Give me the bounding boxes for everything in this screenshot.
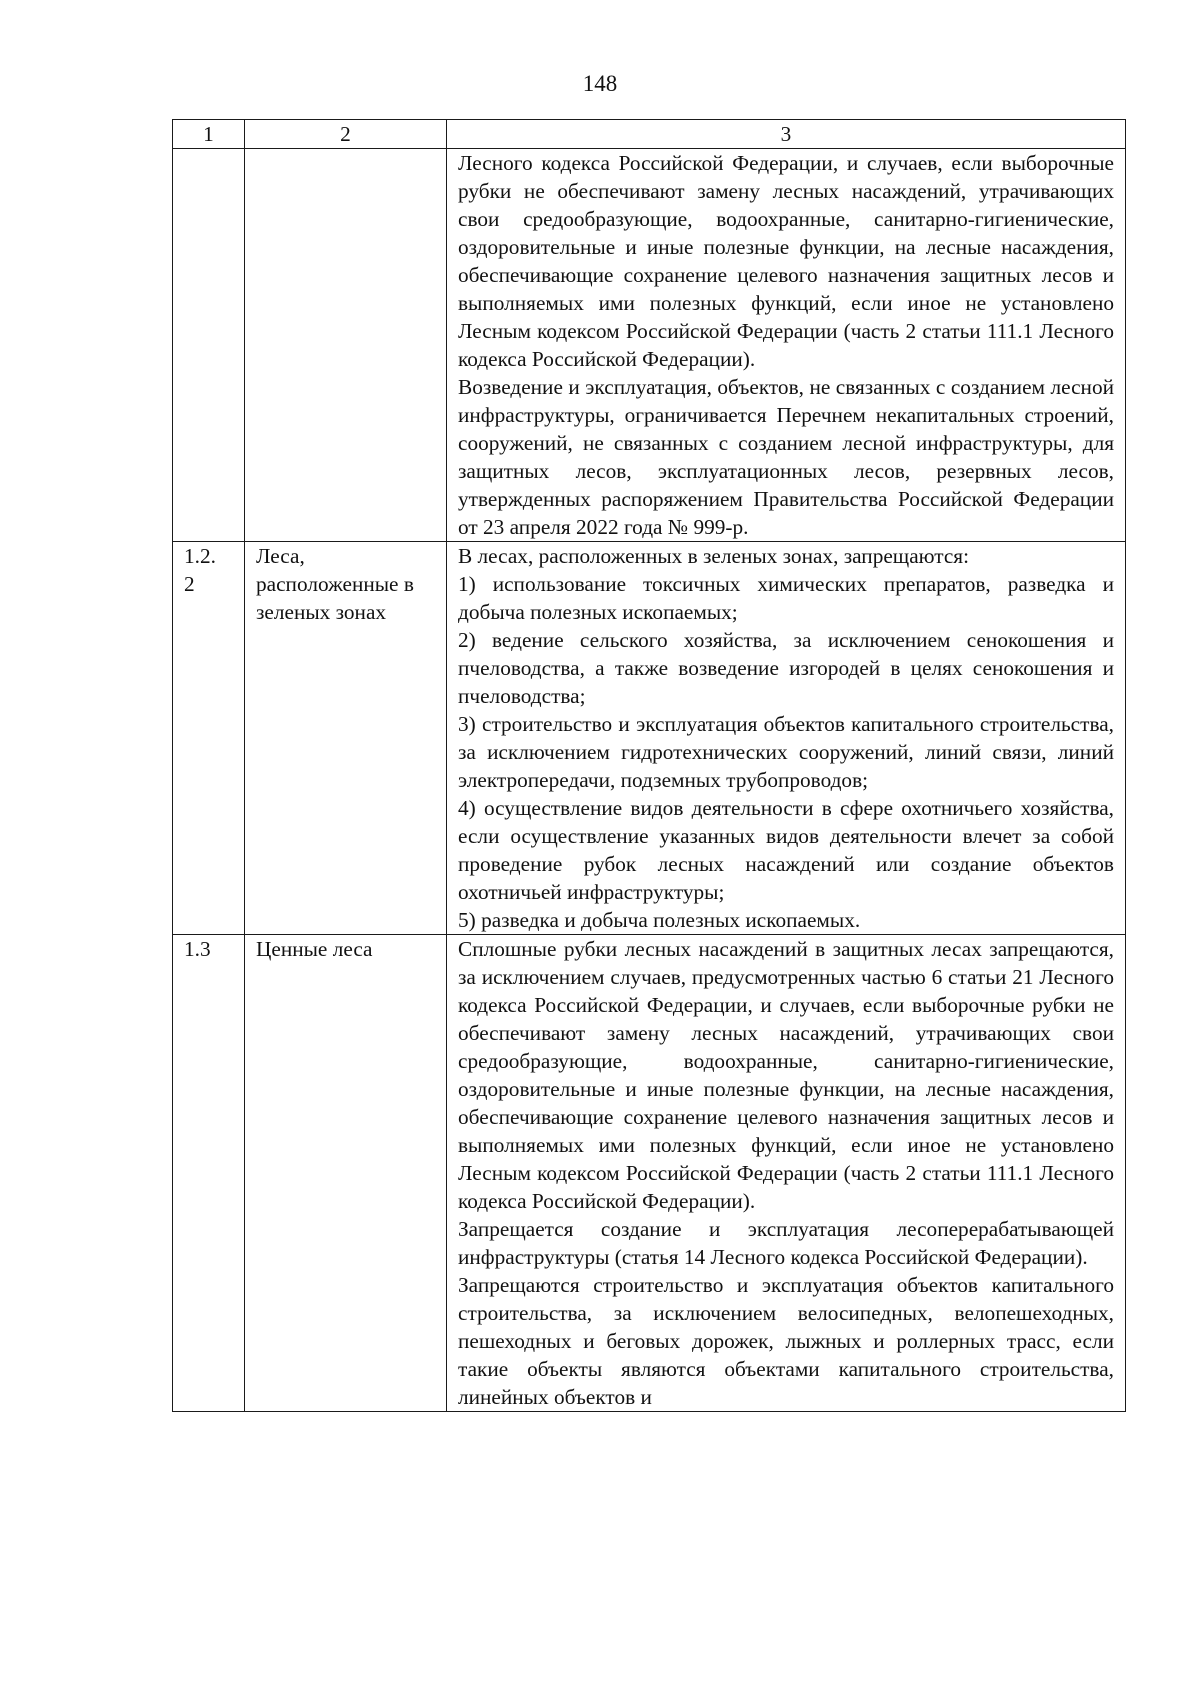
- restrictions-cell: [447, 149, 1126, 542]
- table-row-green-zones: [173, 542, 1126, 935]
- restriction-paragraph: Запрещаются строительство и эксплуатация объектов капитального строительства, за исключением велосипедных, велопешеходных, пешеходных и беговых дорожек, лыжных и роллерных трасс, если такие объекты являются объектами капитального строительства, линейных объектов и: [458, 1273, 1114, 1409]
- forest-category-cell: Ценные леса: [245, 935, 447, 1412]
- header-cell-1: 1: [173, 120, 245, 149]
- restriction-paragraph: 4) осуществление видов деятельности в сфере охотничьего хозяйства, если осуществление указанных видов деятельности влечет за собой проведение рубок лесных насаждений или создание объектов охотничьей инфраструктуры;: [458, 796, 1114, 904]
- table-header-row: [173, 120, 1126, 149]
- row-number-cell: 1.3: [173, 935, 245, 1412]
- table-row-valuable-forests: [173, 935, 1126, 1412]
- forest-category-cell: [245, 149, 447, 542]
- restrictions-cell: [447, 542, 1126, 935]
- restriction-paragraph: Возведение и эксплуатация, объектов, не связанных с созданием лесной инфраструктуры, ограничивается Перечнем некапитальных строений, сооружений, не связанных с созданием лесной инфраструктуры, для защитных лесов, эксплуатационных лесов, резервных лесов, утвержденных распоряжением Правительства Российской Федерации от 23 апреля 2022 года № 999-р.: [458, 375, 1114, 539]
- header-cell-3: 3: [447, 120, 1126, 149]
- restriction-paragraph: 3) строительство и эксплуатация объектов капитального строительства, за исключением гидротехнических сооружений, линий связи, линий электропередачи, подземных трубопроводов;: [458, 712, 1114, 792]
- restriction-paragraph: Запрещается создание и эксплуатация лесоперерабатывающей инфраструктуры (статья 14 Лесного кодекса Российской Федерации).: [458, 1217, 1114, 1269]
- restriction-paragraph: 5) разведка и добыча полезных ископаемых.: [458, 908, 861, 932]
- restrictions-cell: [447, 935, 1126, 1412]
- restriction-paragraph: Сплошные рубки лесных насаждений в защитных лесах запрещаются, за исключением случаев, предусмотренных частью 6 статьи 21 Лесного кодекса Российской Федерации, и случаев, если выборочные рубки не обеспечивают замену лесных насаждений, утрачивающих свои средообразующие, водоохранные, санитарно-гигиенические, оздоровительные и иные полезные функции, на лесные насаждения, обеспечивающие сохранение целевого назначения защитных лесов и выполняемых ими полезных функций, если иное не установлено Лесным кодексом Российской Федерации (часть 2 статьи 111.1 Лесного кодекса Российской Федерации).: [458, 937, 1114, 1213]
- restriction-paragraph: Лесного кодекса Российской Федерации, и случаев, если выборочные рубки не обеспечивают замену лесных насаждений, утрачивающих свои средообразующие, водоохранные, санитарно-гигиенические, оздоровительные и иные полезные функции, на лесные насаждения, обеспечивающие сохранение целевого назначения защитных лесов и выполняемых ими полезных функций, если иное не установлено Лесным кодексом Российской Федерации (часть 2 статьи 111.1 Лесного кодекса Российской Федерации).: [458, 151, 1114, 371]
- restriction-paragraph: 1) использование токсичных химических препаратов, разведка и добыча полезных ископаемых;: [458, 572, 1114, 624]
- row-number-cell: [173, 149, 245, 542]
- row-number-cell: [173, 542, 245, 935]
- page-number: 148: [582, 71, 618, 96]
- restriction-paragraph: 2) ведение сельского хозяйства, за исключением сенокошения и пчеловодства, а также возведение изгородей в целях сенокошения и пчеловодства;: [458, 628, 1114, 708]
- table-row-continuation: [173, 149, 1126, 542]
- restriction-paragraph: В лесах, расположенных в зеленых зонах, запрещаются:: [458, 544, 970, 568]
- header-cell-2: 2: [245, 120, 447, 149]
- regulations-table: [172, 119, 1126, 1412]
- row-number-text: 1.2. 2: [184, 544, 216, 596]
- forest-category-cell: Леса, расположенные в зеленых зонах: [245, 542, 447, 935]
